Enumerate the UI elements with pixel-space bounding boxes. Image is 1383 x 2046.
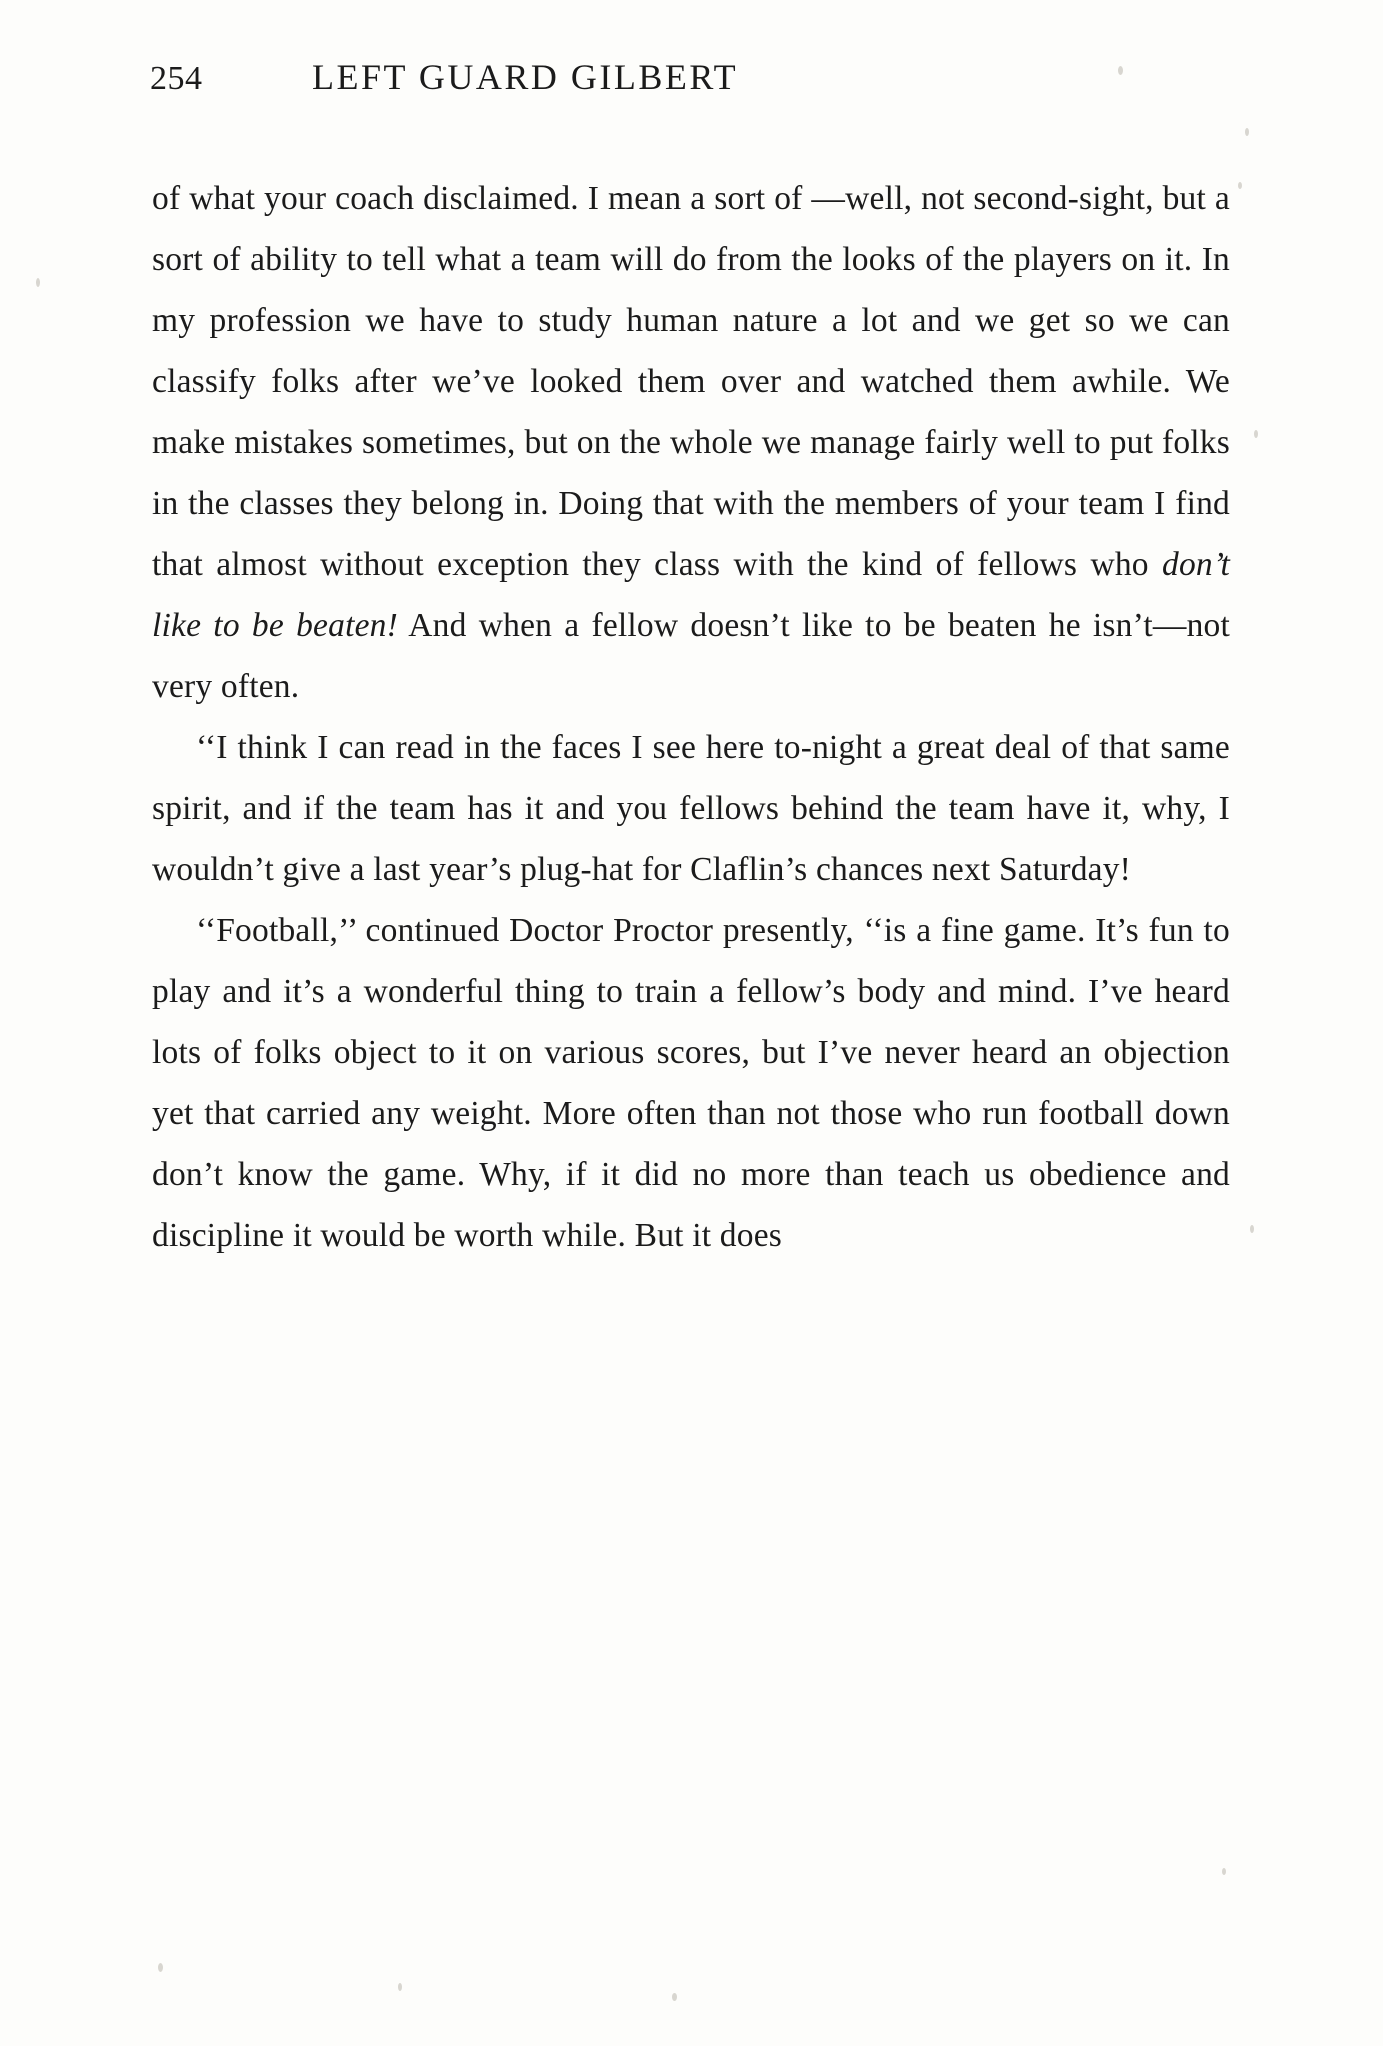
- body-text-run: ‘‘Football,’’ continued Doctor Proctor presently, ‘‘is a fine game. It’s fun to play and it’s a wonderful thing to train a fellow’s body and mind. I’ve heard lots of folks object to it on various scores, but I’ve never heard an objection yet that carried any weight. More often than not those who run football down don’t know the game. Why, if it did no more than teach us obedience and discipline it would be worth while. But it does: [152, 912, 1230, 1254]
- paragraph: [152, 717, 1230, 900]
- scan-speck: [1254, 430, 1258, 438]
- scan-speck: [1238, 182, 1242, 189]
- page-body: [152, 168, 1230, 1266]
- scan-speck: [1222, 1868, 1226, 1875]
- scan-speck: [158, 1963, 163, 1972]
- running-title: LEFT GUARD GILBERT: [312, 57, 739, 97]
- page-number: 254: [150, 60, 203, 97]
- scan-speck: [1250, 1225, 1254, 1233]
- body-text-run: ‘‘I think I can read in the faces I see here to-night a great deal of that same spirit, and if the team has it and you fellows behind the team have it, why, I wouldn’t give a last year’s plug-hat for Claflin’s chances next Saturday!: [152, 729, 1230, 888]
- body-text-run: of what your coach disclaimed. I mean a sort of —well, not second-sight, but a sort of ability to tell what a team will do from the looks of the players on it. In my profession we have to study human nature a lot and we get so we can classify folks after we’ve looked them over and watched them awhile. We make mistakes sometimes, but on the whole we manage fairly well to put folks in the classes they belong in. Doing that with the members of your team I find that almost without exception they class with the kind of fellows who: [152, 180, 1230, 583]
- scan-speck: [1245, 128, 1249, 136]
- scan-speck: [1118, 66, 1123, 75]
- paragraph: [152, 900, 1230, 1266]
- paragraph: [152, 168, 1230, 717]
- scan-speck: [36, 278, 40, 287]
- page-header: [150, 56, 1240, 102]
- scan-speck: [672, 1993, 677, 2001]
- body-text-run: And when a fellow doesn’t like to be beaten he isn’t—not very often.: [152, 607, 1230, 705]
- emphasis-text: don’t like to be beaten!: [152, 546, 1230, 644]
- scan-speck: [398, 1983, 402, 1991]
